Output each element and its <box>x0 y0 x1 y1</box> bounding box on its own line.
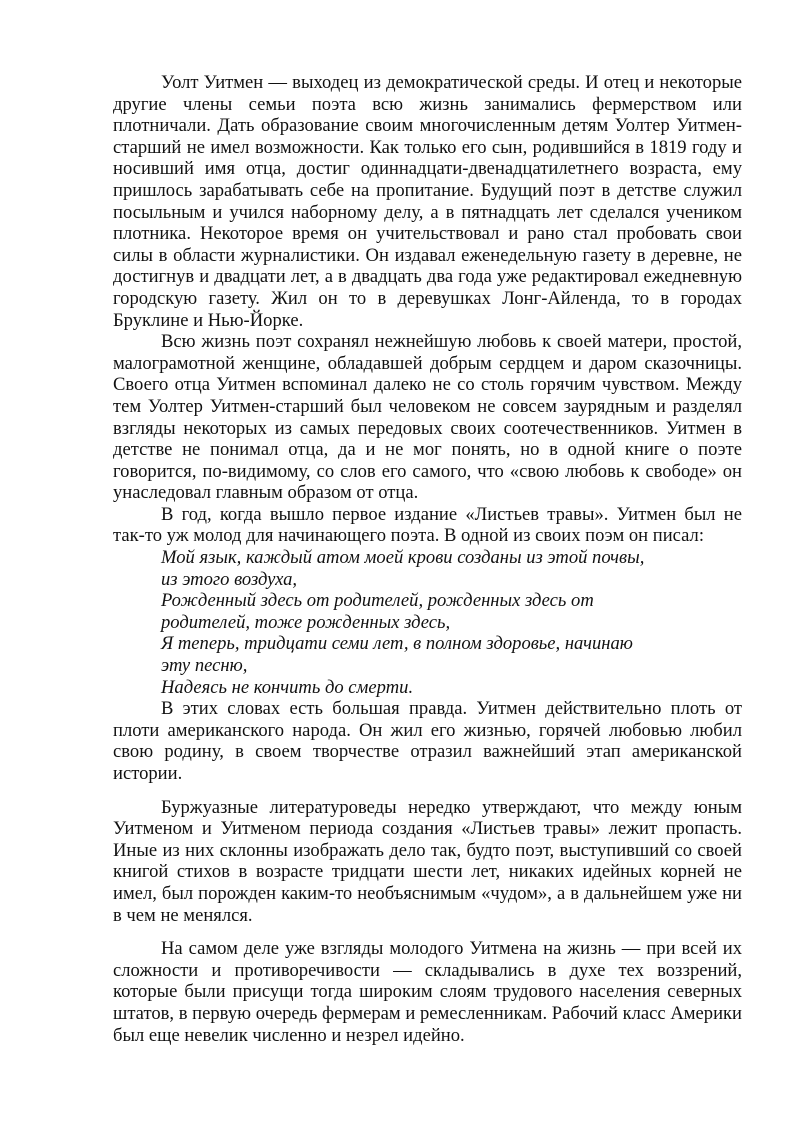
paragraph-parents: Всю жизнь поэт сохранял нежнейшую любовь к своей матери, простой, малограмотной женщине, обладавшей добрым сердцем и даром сказочницы. Своего отца Уитмен вспоминал далеко не со столь горячим чувством. Между тем Уолтер Уитмен-старший был человеком не совсем заурядным и разделял взгляды некоторых из самых передовых своих соотечественников. Уитмен в детстве не понимал отца, да и не мог понять, но в одной книге о поэте говорится, по-видимому, со слов его самого, что «свою любовь к свободе» он унаследовал главным образом от отца. <box>113 331 742 504</box>
verse-line: родителей, тоже рожденных здесь, <box>161 611 451 633</box>
paragraph-first-edition: В год, когда вышло первое издание «Листьев травы». Уитмен был не так-то уж молод для начинающего поэта. В одной из своих поэм он писал: <box>113 503 742 547</box>
verse-line: Надеясь не кончить до смерти. <box>161 676 414 698</box>
paragraph-young-whitman-views: На самом деле уже взгляды молодого Уитмена на жизнь — при всей их сложности и противоречивости — складывались в духе тех воззрений, которые были присущи тогда широким слоям трудового населения северных штатов, в первую очередь фермерам и ремесленникам. Рабочий класс Америки был еще невелик численно и незрел идейно. <box>113 938 742 1046</box>
paragraph-great-truth: В этих словах есть большая правда. Уитмен действительно плоть от плоти американского народа. Он жил его жизнью, горячей любовью любил свою родину, в своем творчестве отразил важнейший этап американской истории. <box>113 698 742 784</box>
verse-line: Я теперь, тридцати семи лет, в полном здоровье, начинаю <box>161 633 633 655</box>
verse-line: из этого воздуха, <box>161 568 298 590</box>
verse-line: Рожденный здесь от родителей, рожденных здесь от <box>161 590 594 612</box>
paragraph-whitman-origins: Уолт Уитмен — выходец из демократической среды. И отец и некоторые другие члены семьи поэта всю жизнь занимались фермерством или плотничали. Дать образование своим многочисленным детям Уолтер Уитмен-старший не имел возможности. Как только его сын, родившийся в 1819 году и носивший имя отца, достиг одиннадцати-двенадцатилетнего возраста, ему пришлось зарабатывать себе на пропитание. Будущий поэт в детстве служил посыльным и учился наборному делу, а в пятнадцать лет сделался учеником плотника. Некоторое время он учительствовал и рано стал пробовать свои силы в области журналистики. Он издавал еженедельную газету в деревне, не достигнув и двадцати лет, а в двадцать два года уже редактировал ежедневную городскую газету. Жил он то в деревушках Лонг-Айленда, то в городах Бруклине и Нью-Йорке. <box>113 72 742 331</box>
poem-quote <box>113 547 742 698</box>
paragraph-critics: Буржуазные литературоведы нередко утверждают, что между юным Уитменом и Уитменом периода создания «Листьев травы» лежит пропасть. Иные из них склонны изображать дело так, будто поэт, выступивший со своей книгой стихов в возрасте тридцати шести лет, никаких идейных корней не имел, был порожден каким-то необъяснимым «чудом», а в дальнейшем уже ни в чем не менялся. <box>113 796 742 926</box>
verse-line: эту песню, <box>161 655 248 677</box>
verse-line: Мой язык, каждый атом моей крови созданы из этой почвы, <box>161 547 645 569</box>
